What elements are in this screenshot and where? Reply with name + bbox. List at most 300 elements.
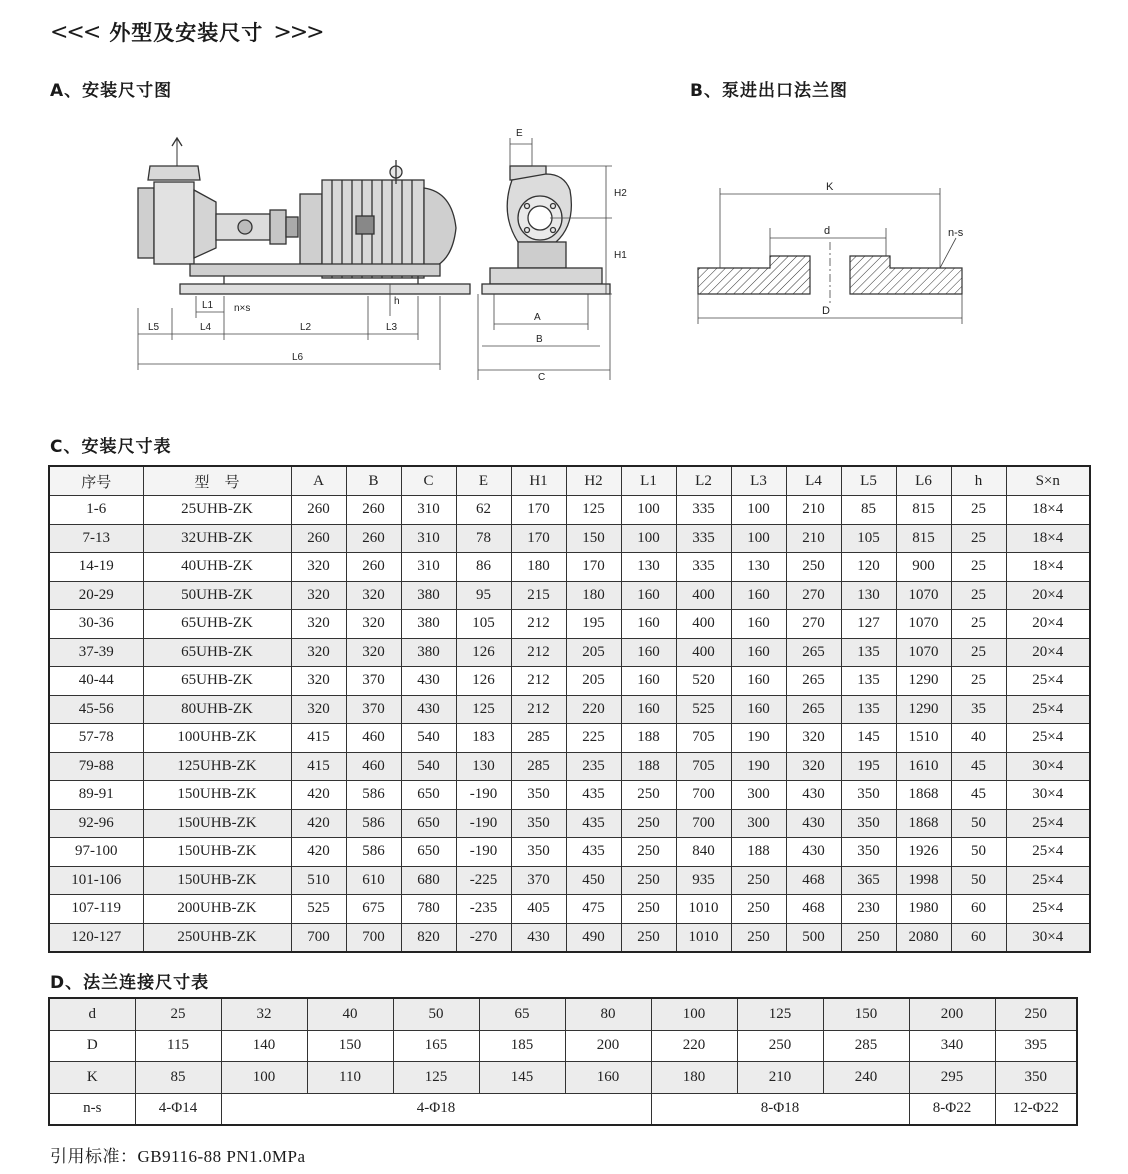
flange-cell: 340 — [909, 1030, 995, 1062]
table-cell: -235 — [456, 895, 511, 924]
table-cell: 25 — [951, 496, 1006, 525]
table-cell: 225 — [566, 724, 621, 753]
table-cell: 50 — [951, 838, 1006, 867]
flange-cell: n-s — [49, 1093, 135, 1125]
table-cell: 25×4 — [1006, 895, 1090, 924]
table-row — [49, 866, 1090, 895]
table-cell: 170 — [566, 553, 621, 582]
table-cell: 200UHB-ZK — [143, 895, 291, 924]
table-cell: 57-78 — [49, 724, 143, 753]
table-cell: 586 — [346, 781, 401, 810]
table-cell: 430 — [511, 923, 566, 952]
table-cell: 260 — [346, 553, 401, 582]
table-cell: 1868 — [896, 809, 951, 838]
table-cell: 1070 — [896, 638, 951, 667]
column-header: A — [291, 466, 346, 496]
table-cell: 180 — [511, 553, 566, 582]
table-cell: 1510 — [896, 724, 951, 753]
flange-dim-k: K — [826, 181, 834, 193]
table-row — [49, 638, 1090, 667]
table-cell: 160 — [731, 667, 786, 696]
column-header: L4 — [786, 466, 841, 496]
column-header: 序号 — [49, 466, 143, 496]
table-cell: 20×4 — [1006, 581, 1090, 610]
table-cell: 510 — [291, 866, 346, 895]
table-cell: 700 — [291, 923, 346, 952]
table-cell: 320 — [291, 581, 346, 610]
installation-drawing — [120, 118, 627, 390]
dim-l6: L6 — [292, 352, 304, 363]
table-row — [49, 838, 1090, 867]
table-row — [49, 667, 1090, 696]
table-cell: 320 — [291, 553, 346, 582]
title-left-chevrons: <<< — [50, 19, 100, 45]
table-cell: 20×4 — [1006, 610, 1090, 639]
table-cell: 780 — [401, 895, 456, 924]
table-cell: 235 — [566, 752, 621, 781]
title-right-chevrons: >>> — [273, 19, 323, 45]
table-cell: 320 — [291, 667, 346, 696]
table-header-row — [49, 466, 1090, 496]
table-cell: 350 — [511, 809, 566, 838]
table-cell: 180 — [566, 581, 621, 610]
table-cell: 160 — [621, 610, 676, 639]
table-cell: 380 — [401, 610, 456, 639]
section-c-label: C、安装尺寸表 — [50, 437, 172, 457]
table-cell: 1926 — [896, 838, 951, 867]
table-cell: 50UHB-ZK — [143, 581, 291, 610]
dim-nxs: n×s — [234, 303, 251, 314]
flange-cell: 160 — [565, 1062, 651, 1094]
flange-dim-ns: n-s — [948, 227, 964, 239]
table-cell: 1010 — [676, 923, 731, 952]
table-cell: 490 — [566, 923, 621, 952]
flange-dim-d-large: D — [822, 305, 830, 317]
table-cell: 586 — [346, 838, 401, 867]
table-cell: 335 — [676, 553, 731, 582]
table-cell: 60 — [951, 923, 1006, 952]
table-cell: 335 — [676, 496, 731, 525]
table-cell: 705 — [676, 724, 731, 753]
table-cell: 20×4 — [1006, 638, 1090, 667]
flange-cell: 140 — [221, 1030, 307, 1062]
table-cell: 1868 — [896, 781, 951, 810]
table-cell: 150UHB-ZK — [143, 866, 291, 895]
table-cell: 105 — [841, 524, 896, 553]
table-cell: 30×4 — [1006, 923, 1090, 952]
dim-h2: H2 — [614, 188, 627, 199]
flange-cell: 250 — [737, 1030, 823, 1062]
flange-cell: 25 — [135, 998, 221, 1030]
table-cell: 815 — [896, 496, 951, 525]
table-cell: 205 — [566, 667, 621, 696]
table-cell: 130 — [841, 581, 896, 610]
table-cell: 475 — [566, 895, 621, 924]
table-row — [49, 610, 1090, 639]
table-cell: 125 — [566, 496, 621, 525]
table-cell: 30×4 — [1006, 781, 1090, 810]
flange-cell: 295 — [909, 1062, 995, 1094]
column-header: C — [401, 466, 456, 496]
table-cell: 525 — [676, 695, 731, 724]
table-cell: 1610 — [896, 752, 951, 781]
table-cell: -270 — [456, 923, 511, 952]
table-cell: 25 — [951, 581, 1006, 610]
table-cell: 815 — [896, 524, 951, 553]
table-cell: 220 — [566, 695, 621, 724]
table-cell: 270 — [786, 610, 841, 639]
flange-cell: 165 — [393, 1030, 479, 1062]
table-cell: 25 — [951, 553, 1006, 582]
table-cell: 435 — [566, 781, 621, 810]
reference-standard: 引用标准：GB9116-88 PN1.0MPa — [50, 1147, 306, 1166]
flange-cell: 50 — [393, 998, 479, 1030]
table-cell: 25×4 — [1006, 695, 1090, 724]
table-cell: 212 — [511, 695, 566, 724]
table-cell: 25×4 — [1006, 809, 1090, 838]
flange-cell: K — [49, 1062, 135, 1094]
table-cell: 25 — [951, 524, 1006, 553]
table-cell: 50 — [951, 809, 1006, 838]
flange-cell: 395 — [995, 1030, 1077, 1062]
table-cell: 25×4 — [1006, 724, 1090, 753]
column-header: E — [456, 466, 511, 496]
table-cell: 320 — [346, 610, 401, 639]
flange-dim-d-small: d — [824, 225, 831, 237]
table-cell: 675 — [346, 895, 401, 924]
table-cell: 25UHB-ZK — [143, 496, 291, 525]
table-cell: 130 — [456, 752, 511, 781]
table-cell: 60 — [951, 895, 1006, 924]
flange-cell: 85 — [135, 1062, 221, 1094]
table-cell: 350 — [841, 809, 896, 838]
table-cell: 80UHB-ZK — [143, 695, 291, 724]
flange-cell: 4-Φ14 — [135, 1093, 221, 1125]
table-cell: 89-91 — [49, 781, 143, 810]
table-cell: 160 — [621, 695, 676, 724]
column-header: L2 — [676, 466, 731, 496]
table-cell: 160 — [621, 638, 676, 667]
table-cell: 705 — [676, 752, 731, 781]
table-cell: 25×4 — [1006, 866, 1090, 895]
table-cell: 30×4 — [1006, 752, 1090, 781]
table-cell: 92-96 — [49, 809, 143, 838]
table-cell: 250 — [841, 923, 896, 952]
flange-cell: 125 — [393, 1062, 479, 1094]
table-cell: 150 — [566, 524, 621, 553]
installation-dimension-table — [48, 465, 1091, 953]
table-cell: 540 — [401, 752, 456, 781]
dim-l1: L1 — [202, 300, 214, 311]
table-cell: 1070 — [896, 581, 951, 610]
table-cell: 18×4 — [1006, 553, 1090, 582]
table-cell: 126 — [456, 638, 511, 667]
table-cell: 86 — [456, 553, 511, 582]
table-row — [49, 752, 1090, 781]
table-cell: 215 — [511, 581, 566, 610]
table-cell: 150UHB-ZK — [143, 781, 291, 810]
table-cell: 260 — [291, 524, 346, 553]
table-cell: 100 — [731, 524, 786, 553]
table-cell: 265 — [786, 638, 841, 667]
table-cell: 420 — [291, 809, 346, 838]
table-cell: 1-6 — [49, 496, 143, 525]
section-d-label: D、法兰连接尺寸表 — [50, 973, 210, 993]
table-cell: 500 — [786, 923, 841, 952]
table-cell: 195 — [566, 610, 621, 639]
dim-a: A — [534, 312, 541, 323]
table-cell: -190 — [456, 809, 511, 838]
table-cell: 1998 — [896, 866, 951, 895]
table-cell: 212 — [511, 638, 566, 667]
column-header: L3 — [731, 466, 786, 496]
table-row — [49, 895, 1090, 924]
flange-dimension-table — [48, 997, 1078, 1126]
table-cell: 320 — [346, 581, 401, 610]
table-cell: 130 — [621, 553, 676, 582]
table-cell: 900 — [896, 553, 951, 582]
table-cell: 700 — [676, 781, 731, 810]
flange-row-K — [49, 1062, 1077, 1094]
table-cell: 430 — [786, 809, 841, 838]
table-cell: 700 — [676, 809, 731, 838]
table-cell: 45-56 — [49, 695, 143, 724]
table-cell: 101-106 — [49, 866, 143, 895]
table-cell: 430 — [786, 781, 841, 810]
table-cell: 210 — [786, 496, 841, 525]
table-cell: 1070 — [896, 610, 951, 639]
section-a-label: A、安装尺寸图 — [50, 81, 173, 101]
table-cell: 380 — [401, 638, 456, 667]
table-cell: 135 — [841, 695, 896, 724]
table-row — [49, 496, 1090, 525]
table-cell: 400 — [676, 638, 731, 667]
table-cell: 450 — [566, 866, 621, 895]
dim-c: C — [538, 372, 546, 383]
table-cell: 370 — [346, 695, 401, 724]
table-row — [49, 923, 1090, 952]
table-cell: 210 — [786, 524, 841, 553]
table-cell: 40-44 — [49, 667, 143, 696]
table-cell: 14-19 — [49, 553, 143, 582]
table-cell: 320 — [786, 752, 841, 781]
table-cell: 65UHB-ZK — [143, 610, 291, 639]
table-cell: 45 — [951, 752, 1006, 781]
table-cell: 435 — [566, 809, 621, 838]
table-cell: 32UHB-ZK — [143, 524, 291, 553]
table-cell: 212 — [511, 610, 566, 639]
table-cell: 170 — [511, 524, 566, 553]
table-cell: 250 — [731, 923, 786, 952]
table-cell: 7-13 — [49, 524, 143, 553]
table-cell: 415 — [291, 724, 346, 753]
column-header: L5 — [841, 466, 896, 496]
table-cell: 650 — [401, 809, 456, 838]
flange-cell: 100 — [221, 1062, 307, 1094]
table-cell: 125UHB-ZK — [143, 752, 291, 781]
table-cell: 79-88 — [49, 752, 143, 781]
table-cell: 285 — [511, 724, 566, 753]
title-text: 外型及安装尺寸 — [109, 21, 264, 45]
flange-cell: 145 — [479, 1062, 565, 1094]
table-row — [49, 809, 1090, 838]
flange-cell: 4-Φ18 — [221, 1093, 651, 1125]
dim-l2: L2 — [300, 322, 312, 333]
table-cell: 460 — [346, 724, 401, 753]
table-cell: 18×4 — [1006, 524, 1090, 553]
table-cell: 350 — [511, 838, 566, 867]
table-cell: 300 — [731, 809, 786, 838]
table-cell: 160 — [621, 581, 676, 610]
table-cell: 320 — [291, 638, 346, 667]
table-cell: 520 — [676, 667, 731, 696]
table-cell: 435 — [566, 838, 621, 867]
flange-cell: 185 — [479, 1030, 565, 1062]
table-row — [49, 724, 1090, 753]
table-cell: 365 — [841, 866, 896, 895]
flange-cell: 220 — [651, 1030, 737, 1062]
table-cell: 350 — [841, 781, 896, 810]
table-cell: 400 — [676, 610, 731, 639]
table-cell: 420 — [291, 838, 346, 867]
table-cell: 260 — [346, 496, 401, 525]
dim-e: E — [516, 128, 523, 139]
table-cell: 25×4 — [1006, 667, 1090, 696]
table-cell: -190 — [456, 838, 511, 867]
table-cell: 65UHB-ZK — [143, 638, 291, 667]
table-cell: 400 — [676, 581, 731, 610]
table-cell: 135 — [841, 667, 896, 696]
table-cell: 125 — [456, 695, 511, 724]
table-cell: 35 — [951, 695, 1006, 724]
table-cell: 100 — [621, 496, 676, 525]
table-cell: 300 — [731, 781, 786, 810]
table-cell: 820 — [401, 923, 456, 952]
flange-cell: 285 — [823, 1030, 909, 1062]
table-cell: 62 — [456, 496, 511, 525]
table-cell: 190 — [731, 752, 786, 781]
table-cell: 310 — [401, 553, 456, 582]
flange-cell: 250 — [995, 998, 1077, 1030]
table-cell: 405 — [511, 895, 566, 924]
table-cell: 126 — [456, 667, 511, 696]
table-cell: 160 — [621, 667, 676, 696]
flange-cell: 200 — [909, 998, 995, 1030]
flange-row-d — [49, 998, 1077, 1030]
table-cell: 370 — [511, 866, 566, 895]
flange-row-ns — [49, 1093, 1077, 1125]
table-cell: 150UHB-ZK — [143, 838, 291, 867]
table-cell: 1290 — [896, 695, 951, 724]
column-header: H1 — [511, 466, 566, 496]
table-cell: 37-39 — [49, 638, 143, 667]
column-header: h — [951, 466, 1006, 496]
table-cell: 650 — [401, 781, 456, 810]
table-cell: 250 — [731, 895, 786, 924]
table-cell: 40UHB-ZK — [143, 553, 291, 582]
table-cell: 468 — [786, 895, 841, 924]
table-cell: 260 — [291, 496, 346, 525]
table-cell: 160 — [731, 695, 786, 724]
table-cell: 1010 — [676, 895, 731, 924]
table-cell: 78 — [456, 524, 511, 553]
table-cell: 188 — [621, 752, 676, 781]
table-cell: 120 — [841, 553, 896, 582]
table-cell: 95 — [456, 581, 511, 610]
table-cell: 350 — [511, 781, 566, 810]
section-b-label: B、泵进出口法兰图 — [690, 81, 848, 101]
dim-h1: H1 — [614, 250, 627, 261]
flange-cell: 110 — [307, 1062, 393, 1094]
table-cell: 127 — [841, 610, 896, 639]
table-row — [49, 553, 1090, 582]
table-cell: 310 — [401, 496, 456, 525]
flange-cell: 8-Φ22 — [909, 1093, 995, 1125]
table-cell: 30-36 — [49, 610, 143, 639]
table-cell: 1980 — [896, 895, 951, 924]
table-cell: 188 — [621, 724, 676, 753]
table-cell: 2080 — [896, 923, 951, 952]
column-header: S×n — [1006, 466, 1090, 496]
table-cell: 468 — [786, 866, 841, 895]
table-cell: 250 — [621, 866, 676, 895]
table-cell: 650 — [401, 838, 456, 867]
table-cell: 130 — [731, 553, 786, 582]
dim-l5: L5 — [148, 322, 160, 333]
flange-cell: 100 — [651, 998, 737, 1030]
column-header: L1 — [621, 466, 676, 496]
table-cell: 40 — [951, 724, 1006, 753]
table-cell: 320 — [291, 610, 346, 639]
table-cell: 250 — [621, 895, 676, 924]
table-cell: 100 — [621, 524, 676, 553]
table-cell: 107-119 — [49, 895, 143, 924]
table-cell: 170 — [511, 496, 566, 525]
table-cell: 97-100 — [49, 838, 143, 867]
table-row — [49, 524, 1090, 553]
table-cell: 25 — [951, 667, 1006, 696]
flange-cell: 240 — [823, 1062, 909, 1094]
flange-cell: 40 — [307, 998, 393, 1030]
table-cell: 100UHB-ZK — [143, 724, 291, 753]
table-cell: 25 — [951, 610, 1006, 639]
table-cell: 680 — [401, 866, 456, 895]
table-cell: 18×4 — [1006, 496, 1090, 525]
flange-cell: 350 — [995, 1062, 1077, 1094]
table-cell: -225 — [456, 866, 511, 895]
table-cell: 212 — [511, 667, 566, 696]
dim-l4: L4 — [200, 322, 212, 333]
dim-b: B — [536, 334, 543, 345]
flange-cell: 210 — [737, 1062, 823, 1094]
table-cell: 380 — [401, 581, 456, 610]
table-cell: 120-127 — [49, 923, 143, 952]
table-cell: 65UHB-ZK — [143, 667, 291, 696]
table-cell: 20-29 — [49, 581, 143, 610]
table-cell: 150UHB-ZK — [143, 809, 291, 838]
table-cell: 460 — [346, 752, 401, 781]
table-cell: 190 — [731, 724, 786, 753]
dim-l3: L3 — [386, 322, 398, 333]
table-cell: 188 — [731, 838, 786, 867]
table-cell: 160 — [731, 638, 786, 667]
table-cell: 430 — [786, 838, 841, 867]
table-row — [49, 581, 1090, 610]
flange-drawing — [690, 176, 970, 326]
table-cell: 935 — [676, 866, 731, 895]
flange-cell: 180 — [651, 1062, 737, 1094]
table-cell: 135 — [841, 638, 896, 667]
